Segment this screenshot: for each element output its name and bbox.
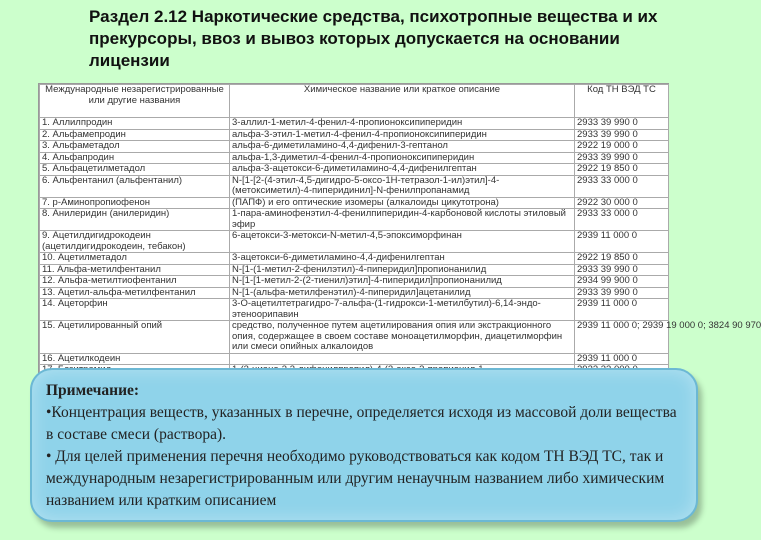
table-row <box>40 197 669 209</box>
cell-name: 1. Аллилпродин <box>40 118 230 130</box>
page-title: Раздел 2.12 Наркотические средства, психотропные вещества и их прекурсоры, ввоз и вывоз которых допускается на основании лицензии <box>89 7 658 70</box>
cell-code: 2933 39 990 0 <box>575 129 669 141</box>
table-row <box>40 276 669 288</box>
cell-name: 10. Ацетилметадол <box>40 253 230 265</box>
table-row <box>40 299 669 321</box>
cell-code: 2933 33 000 0 <box>575 209 669 231</box>
cell-chemical: N-[1-[1-метил-2-(2-тиенил)этил]-4-пиперидил]пропионанилид <box>230 276 575 288</box>
cell-chemical: 3-ацетокси-6-диметиламино-4,4-дифенилгептан <box>230 253 575 265</box>
note-callout <box>30 368 698 522</box>
cell-name: 9. Ацетилдигидрокодеин (ацетилдигидрокодеин, тебакон) <box>40 231 230 253</box>
cell-name: 13. Ацетил-альфа-метилфентанил <box>40 287 230 299</box>
cell-chemical: 1-пара-аминофенэтил-4-фенилпиперидин-4-карбоновой кислоты этиловый эфир <box>230 209 575 231</box>
table-row <box>40 141 669 153</box>
cell-code: 2933 39 990 0 <box>575 118 669 130</box>
cell-chemical: средство, полученное путем ацетилирования опия или экстракционного опия, содержащее в своем составе моноацетилморфин, диацетилморфин или смеси опийных алкалоидов <box>230 321 575 354</box>
column-header-code: Код ТН ВЭД ТС <box>575 85 669 118</box>
cell-code: 2939 11 000 0 <box>575 299 669 321</box>
note-bullet-1: •Концентрация веществ, указанных в перечне, определяется исходя из массовой доли вещества в составе смеси (раствора). <box>46 404 677 443</box>
cell-name: 16. Ацетилкодеин <box>40 353 230 365</box>
cell-chemical: 3-аллил-1-метил-4-фенил-4-пропионоксипиперидин <box>230 118 575 130</box>
cell-name: 6. Альфентанил (альфентанил) <box>40 175 230 197</box>
table-row <box>40 353 669 365</box>
cell-code: 2922 19 000 0 <box>575 141 669 153</box>
cell-name: 12. Альфа-метилтиофентанил <box>40 276 230 288</box>
cell-chemical: N-[1-[2-(4-этил-4,5-дигидро-5-оксо-1Н-тетразол-1-ил)этил]-4-(метоксиметил)-4-пиперидинил]-N-фенилпропанамид <box>230 175 575 197</box>
substances-table <box>38 83 761 375</box>
column-header-chemical: Химическое название или краткое описание <box>230 85 575 118</box>
table-header-row <box>40 85 669 118</box>
cell-chemical: 3-О-ацетилтетрагидро-7-альфа-(1-гидрокси-1-метилбутил)-6,14-эндо-этеноорипавин <box>230 299 575 321</box>
note-bullet-2: • Для целей применения перечня необходимо руководствоваться как кодом ТН ВЭД ТС, так и международным незарегистрированным или другим ненаучным названием либо химическим названием или кратким описанием <box>46 448 665 509</box>
cell-chemical: альфа-3-ацетокси-6-диметиламино-4,4-дифенилгептан <box>230 164 575 176</box>
cell-code: 2934 99 900 0 <box>575 276 669 288</box>
table <box>39 84 761 387</box>
cell-name: 7. р-Аминопропиофенон <box>40 197 230 209</box>
table-row <box>40 321 669 354</box>
table-row <box>40 253 669 265</box>
cell-chemical: N-[1-(1-метил-2-фенилэтил)-4-пиперидил]пропионанилид <box>230 264 575 276</box>
cell-chemical: альфа-3-этил-1-метил-4-фенил-4-пропионоксипиперидин <box>230 129 575 141</box>
cell-code: 2922 19 850 0 <box>575 164 669 176</box>
table-row <box>40 231 669 253</box>
cell-name: 2. Альфамепродин <box>40 129 230 141</box>
cell-chemical: альфа-6-диметиламино-4,4-дифенил-3-гептанол <box>230 141 575 153</box>
table-row <box>40 264 669 276</box>
cell-name: 3. Альфаметадол <box>40 141 230 153</box>
note-content <box>46 380 686 512</box>
table-row <box>40 129 669 141</box>
cell-chemical: 6-ацетокси-3-метокси-N-метил-4,5-эпоксиморфинан <box>230 231 575 253</box>
cell-code: 2939 11 000 0 <box>575 231 669 253</box>
column-header-name: Международные незарегистрированные или другие названия <box>40 85 230 118</box>
table-row <box>40 118 669 130</box>
cell-chemical <box>230 353 575 365</box>
cell-name: 15. Ацетилированный опий <box>40 321 230 354</box>
cell-chemical: N-[1-(альфа-метилфенэтил)-4-пиперидил]ацетанилид <box>230 287 575 299</box>
cell-chemical: (ПАПФ) и его оптические изомеры (алкалоиды цикутотрона) <box>230 197 575 209</box>
table-row <box>40 175 669 197</box>
cell-code: 2933 39 990 0 <box>575 264 669 276</box>
cell-name: 14. Ацеторфин <box>40 299 230 321</box>
cell-code: 2922 19 850 0 <box>575 253 669 265</box>
cell-name: 4. Альфапродин <box>40 152 230 164</box>
cell-name: 5. Альфацетилметадол <box>40 164 230 176</box>
cell-name: 11. Альфа-метилфентанил <box>40 264 230 276</box>
table-row <box>40 287 669 299</box>
cell-code: 2939 11 000 0 <box>575 353 669 365</box>
cell-code: 2939 11 000 0; 2939 19 000 0; 3824 90 970 <box>575 321 669 354</box>
table-row <box>40 164 669 176</box>
cell-code: 2933 39 990 0 <box>575 287 669 299</box>
table-row <box>40 152 669 164</box>
note-title: Примечание: <box>46 382 140 399</box>
cell-code: 2922 30 000 0 <box>575 197 669 209</box>
cell-code: 2933 33 000 0 <box>575 175 669 197</box>
cell-chemical: альфа-1,3-диметил-4-фенил-4-пропионоксипиперидин <box>230 152 575 164</box>
cell-name: 8. Анилеридин (анилеридин) <box>40 209 230 231</box>
table-row <box>40 209 669 231</box>
cell-code: 2933 39 990 0 <box>575 152 669 164</box>
